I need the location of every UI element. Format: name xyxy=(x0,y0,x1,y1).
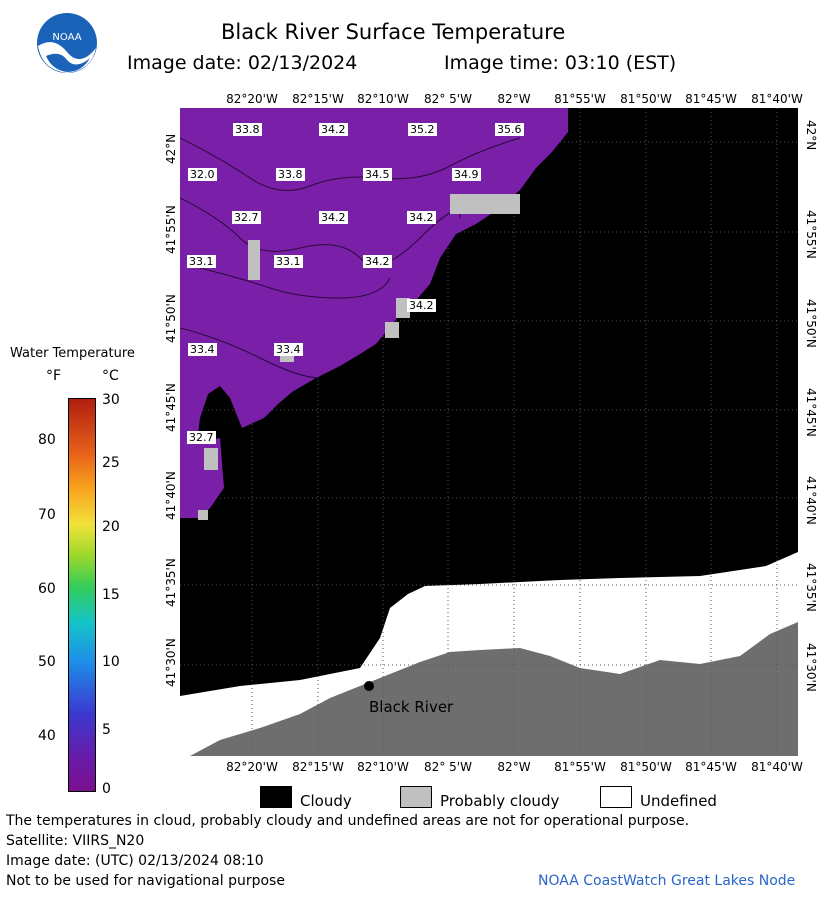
temperature-label: 32.0 xyxy=(190,168,215,181)
temperature-label: 33.8 xyxy=(235,123,260,136)
colorbar xyxy=(68,398,96,792)
disclaimer-text: The temperatures in cloud, probably cloudy and undefined areas are not for operational purpose. xyxy=(6,813,690,829)
temperature-label: 33.8 xyxy=(278,168,303,181)
colorbar-tick-f: 50 xyxy=(38,654,56,670)
colorbar-tick-c: 0 xyxy=(102,781,111,797)
temperature-label: 33.4 xyxy=(190,343,215,356)
temperature-label: 34.9 xyxy=(454,168,479,181)
lat-tick-right: 41°45'N xyxy=(804,388,818,437)
colorbar-tick-c: 20 xyxy=(102,519,120,535)
lon-tick-bottom: 82°W xyxy=(497,760,531,774)
lon-tick-bottom: 82°20'W xyxy=(226,760,278,774)
lat-tick-right: 41°55'N xyxy=(804,210,818,259)
noaa-logo-icon xyxy=(36,12,98,74)
temperature-label: 33.1 xyxy=(189,255,214,268)
map-title: Black River Surface Temperature xyxy=(221,20,566,44)
unit-celsius: °C xyxy=(102,368,119,384)
image-time: Image time: 03:10 (EST) xyxy=(444,52,677,74)
colorbar-tick-f: 60 xyxy=(38,581,56,597)
lat-tick-left: 41°50'N xyxy=(164,294,178,343)
lon-tick-bottom: 82° 5'W xyxy=(424,760,472,774)
lat-tick-left: 42°N xyxy=(164,133,178,164)
image-date: Image date: 02/13/2024 xyxy=(127,52,358,74)
temperature-label: 34.2 xyxy=(409,211,434,224)
temperature-label: 34.5 xyxy=(365,168,390,181)
temperature-label: 34.2 xyxy=(365,255,390,268)
undefined-swatch xyxy=(600,786,632,808)
lon-tick-top: 82°W xyxy=(497,92,531,106)
lon-tick-top: 81°40'W xyxy=(751,92,803,106)
colorbar-tick-c: 10 xyxy=(102,654,120,670)
noaa-logo-text: NOAA xyxy=(52,32,82,43)
temperature-label: 33.1 xyxy=(276,255,301,268)
noaa-logo xyxy=(36,12,98,74)
lat-tick-right: 41°40'N xyxy=(804,476,818,525)
lon-tick-top: 82° 5'W xyxy=(424,92,472,106)
lon-tick-top: 82°20'W xyxy=(226,92,278,106)
lat-tick-left: 41°30'N xyxy=(164,638,178,687)
colorbar-tick-c: 15 xyxy=(102,587,120,603)
lon-tick-top: 81°55'W xyxy=(554,92,606,106)
lat-tick-right: 41°35'N xyxy=(804,563,818,612)
lon-tick-bottom: 81°45'W xyxy=(685,760,737,774)
temperature-label: 34.2 xyxy=(409,299,434,312)
probably-cloudy-swatch xyxy=(400,786,432,808)
lon-tick-bottom: 82°15'W xyxy=(292,760,344,774)
colorbar-tick-f: 80 xyxy=(38,432,56,448)
lon-tick-bottom: 81°55'W xyxy=(554,760,606,774)
lat-tick-right: 42°N xyxy=(804,120,818,151)
lat-tick-left: 41°45'N xyxy=(164,383,178,432)
temperature-map xyxy=(180,108,798,756)
probably-cloudy-label: Probably cloudy xyxy=(440,792,560,810)
lat-tick-left: 41°40'N xyxy=(164,471,178,520)
lat-tick-right: 41°50'N xyxy=(804,299,818,348)
lon-tick-bottom: 82°10'W xyxy=(357,760,409,774)
lon-tick-top: 81°45'W xyxy=(685,92,737,106)
temperature-label: 32.7 xyxy=(234,211,259,224)
credit-link[interactable]: NOAA CoastWatch Great Lakes Node xyxy=(538,873,796,889)
undefined-label: Undefined xyxy=(640,792,717,810)
lon-tick-top: 82°15'W xyxy=(292,92,344,106)
satellite-text: Satellite: VIIRS_N20 xyxy=(6,833,145,849)
temperature-label: 32.7 xyxy=(189,431,214,444)
temperature-label: 34.2 xyxy=(321,123,346,136)
colorbar-title: Water Temperature xyxy=(10,346,135,361)
lat-tick-left: 41°35'N xyxy=(164,558,178,607)
black-river-marker xyxy=(364,681,374,691)
lon-tick-top: 82°10'W xyxy=(357,92,409,106)
lon-tick-bottom: 81°50'W xyxy=(620,760,672,774)
cloudy-label: Cloudy xyxy=(300,792,352,810)
colorbar-tick-f: 40 xyxy=(38,728,56,744)
nav-warning-text: Not to be used for navigational purpose xyxy=(6,873,285,889)
colorbar-tick-c: 5 xyxy=(102,722,111,738)
temperature-label: 35.2 xyxy=(410,123,435,136)
utc-date-text: Image date: (UTC) 02/13/2024 08:10 xyxy=(6,853,264,869)
temperature-label: 34.2 xyxy=(321,211,346,224)
temperature-label: 33.4 xyxy=(276,343,301,356)
lat-tick-right: 41°30'N xyxy=(804,643,818,692)
cloudy-swatch xyxy=(260,786,292,808)
colorbar-tick-c: 25 xyxy=(102,455,120,471)
colorbar-tick-f: 70 xyxy=(38,507,56,523)
lon-tick-top: 81°50'W xyxy=(620,92,672,106)
colorbar-tick-c: 30 xyxy=(102,392,120,408)
lat-tick-left: 41°55'N xyxy=(164,205,178,254)
lon-tick-bottom: 81°40'W xyxy=(751,760,803,774)
temperature-label: 35.6 xyxy=(497,123,522,136)
unit-fahrenheit: °F xyxy=(46,368,62,384)
black-river-label: Black River xyxy=(369,698,454,716)
